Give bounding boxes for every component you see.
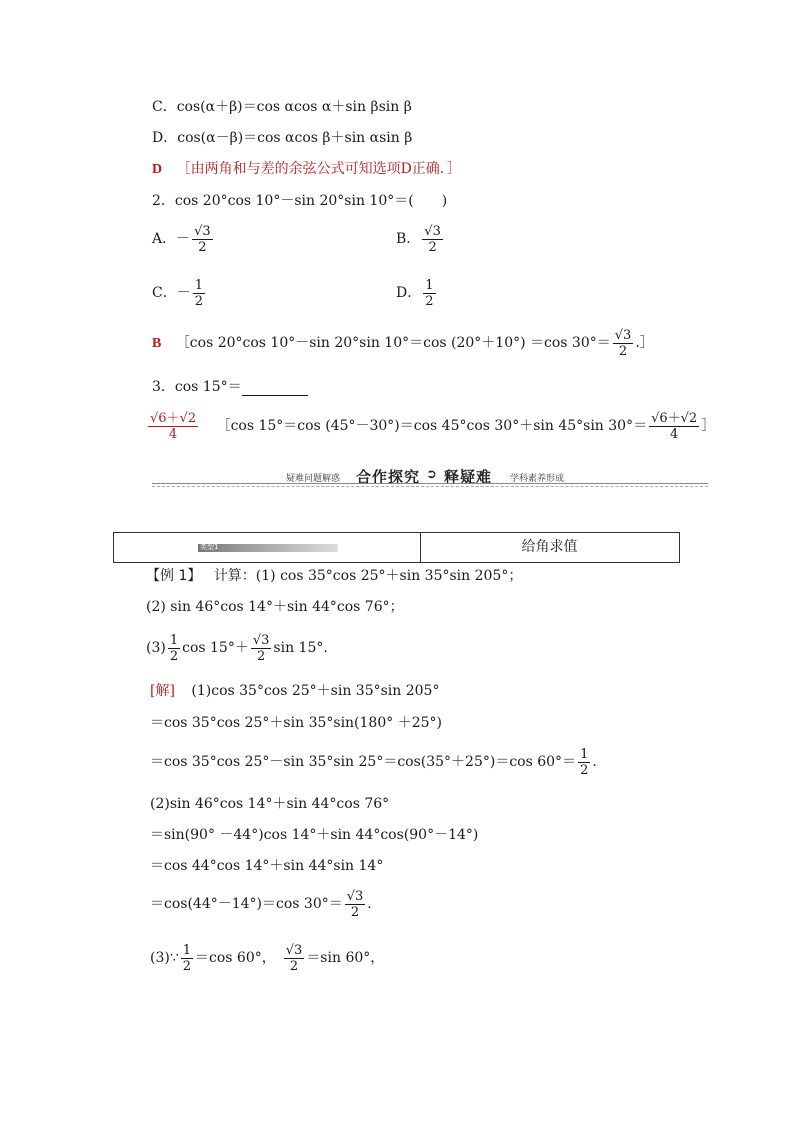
example-label: 【例 1】	[146, 568, 202, 584]
numerator: √3	[285, 942, 303, 958]
denominator: 2	[425, 293, 434, 309]
fraction	[192, 224, 213, 255]
q3-answer-fraction	[148, 411, 198, 442]
solution-line-2: ＝cos 35°cos 25°＋sin 35°sin(180° ＋25°)	[150, 715, 442, 731]
numerator: 1	[580, 746, 589, 762]
solution-suffix: ＝sin 60°，	[306, 950, 385, 966]
q3-stem	[152, 378, 308, 396]
q2-option-d	[396, 276, 438, 310]
denominator: 2	[618, 343, 628, 359]
divider	[152, 483, 708, 484]
q1-answer-letter: D	[152, 162, 163, 177]
solution-text: (3)∵	[150, 950, 179, 966]
denominator: 2	[350, 904, 360, 920]
q3-explanation-suffix: ］	[701, 418, 716, 434]
solution-line-6: ＝cos 44°cos 14°＋sin 44°sin 14°	[150, 858, 384, 874]
numerator: √3	[194, 223, 211, 239]
fraction	[181, 943, 193, 974]
example-part1: 计算：(1) cos 35°cos 25°＋sin 35°sin 205°；	[213, 568, 523, 584]
solution-line-8	[150, 938, 384, 978]
denominator: 2	[428, 239, 437, 255]
example-part3	[146, 628, 328, 668]
numerator: 1	[194, 277, 203, 293]
numerator: 1	[425, 277, 434, 293]
denominator: 2	[198, 239, 207, 255]
q3-stem-text: 3．cos 15°＝	[152, 379, 242, 395]
option-c: C．cos(α＋β)＝cos αcos α＋sin βsin β	[152, 99, 412, 115]
option-d: D．cos(α－β)＝cos αcos β＋sin αsin β	[152, 130, 413, 146]
solution-text: ＝cos 35°cos 25°－sin 35°sin 25°＝cos(35°＋25°)＝cos 60°＝	[150, 754, 577, 770]
q2-answer	[152, 326, 654, 361]
solution-label: [解]	[150, 683, 175, 699]
section-tag-cell	[114, 533, 421, 562]
fraction	[422, 224, 443, 255]
numerator: √6＋√2	[651, 410, 698, 426]
fraction	[284, 943, 305, 974]
denominator: 2	[289, 958, 299, 974]
section-banner	[152, 464, 708, 486]
fraction	[193, 278, 205, 309]
option-label: D．	[396, 285, 422, 301]
solution-line-4: (2)sin 46°cos 14°＋sin 44°cos 76°	[150, 796, 390, 812]
fraction	[423, 278, 435, 309]
solution-text: (1)cos 35°cos 25°＋sin 35°sin 205°	[191, 683, 440, 699]
solution-line-3	[150, 742, 597, 782]
solution-line-7	[150, 884, 372, 924]
numerator: √6＋√2	[150, 410, 197, 426]
section-title: 给角求值	[521, 539, 578, 555]
q1-explanation: ［由两角和与差的余弦公式可知选项D正确．］	[176, 161, 461, 177]
option-label: B．	[396, 231, 421, 247]
q2-option-b	[396, 222, 445, 256]
numerator: √3	[252, 632, 270, 648]
numerator: √3	[614, 327, 632, 343]
solution-line-5: ＝sin(90° －44°)cos 14°＋sin 44°cos(90°－14°)	[150, 827, 479, 843]
solution-line-1	[150, 682, 439, 700]
option-label: C．－	[152, 285, 191, 301]
example-part2: (2) sin 46°cos 14°＋sin 44°cos 76°；	[146, 599, 404, 615]
divider	[152, 486, 708, 487]
part-mid: cos 15°＋	[182, 640, 249, 656]
banner-title: 合作探究	[356, 468, 421, 486]
denominator: 2	[169, 648, 179, 664]
denominator: 2	[580, 762, 589, 778]
fraction	[613, 328, 634, 359]
denominator: 2	[256, 648, 266, 664]
solution-mid: ＝cos 60°，	[195, 950, 276, 966]
denominator: 4	[670, 426, 679, 442]
solution-suffix: .	[367, 896, 372, 912]
banner-title-2: 释疑难	[444, 468, 493, 486]
fraction	[168, 633, 180, 664]
solution-suffix: .	[592, 754, 597, 770]
numerator: √3	[424, 223, 441, 239]
section-tag	[198, 544, 338, 552]
q3-explanation-prefix: ［cos 15°＝cos (45°－30°)＝cos 45°cos 30°＋sin 45°sin 30°＝	[216, 418, 648, 434]
fraction	[345, 889, 366, 920]
fraction	[578, 747, 590, 778]
numerator: 1	[182, 942, 192, 958]
denominator: 2	[194, 293, 203, 309]
fraction	[649, 411, 699, 442]
answer-blank	[242, 381, 308, 396]
numerator: 1	[169, 632, 179, 648]
denominator: 4	[168, 426, 178, 442]
banner-left-caption: 疑难问题解惑	[286, 474, 341, 484]
q2-option-c	[152, 276, 207, 310]
solution-text: ＝cos(44°－14°)＝cos 30°＝	[150, 896, 343, 912]
part-prefix: (3)	[146, 640, 166, 656]
banner-right-caption: 学科素养形成	[510, 474, 565, 484]
q3-answer	[146, 406, 715, 446]
part-suffix: sin 15°.	[273, 640, 328, 656]
section-header-table	[113, 532, 680, 563]
q2-answer-letter: B	[152, 336, 162, 351]
numerator: √3	[346, 888, 364, 904]
q2-stem: 2．cos 20°cos 10°－sin 20°sin 10°＝( )	[152, 193, 448, 209]
arrow-icon: ➲	[426, 467, 438, 482]
fraction	[251, 633, 272, 664]
option-label: A．－	[152, 231, 191, 247]
q2-explanation-prefix: ［cos 20°cos 10°－sin 20°sin 10°＝cos (20°＋10°) ＝cos 30°＝	[175, 335, 611, 351]
example-intro	[146, 567, 522, 585]
section-tag-label: 类型1	[200, 543, 219, 551]
denominator: 2	[182, 958, 192, 974]
q2-explanation-suffix: .］	[635, 335, 654, 351]
q2-option-a	[152, 222, 215, 256]
q1-answer	[152, 160, 461, 179]
